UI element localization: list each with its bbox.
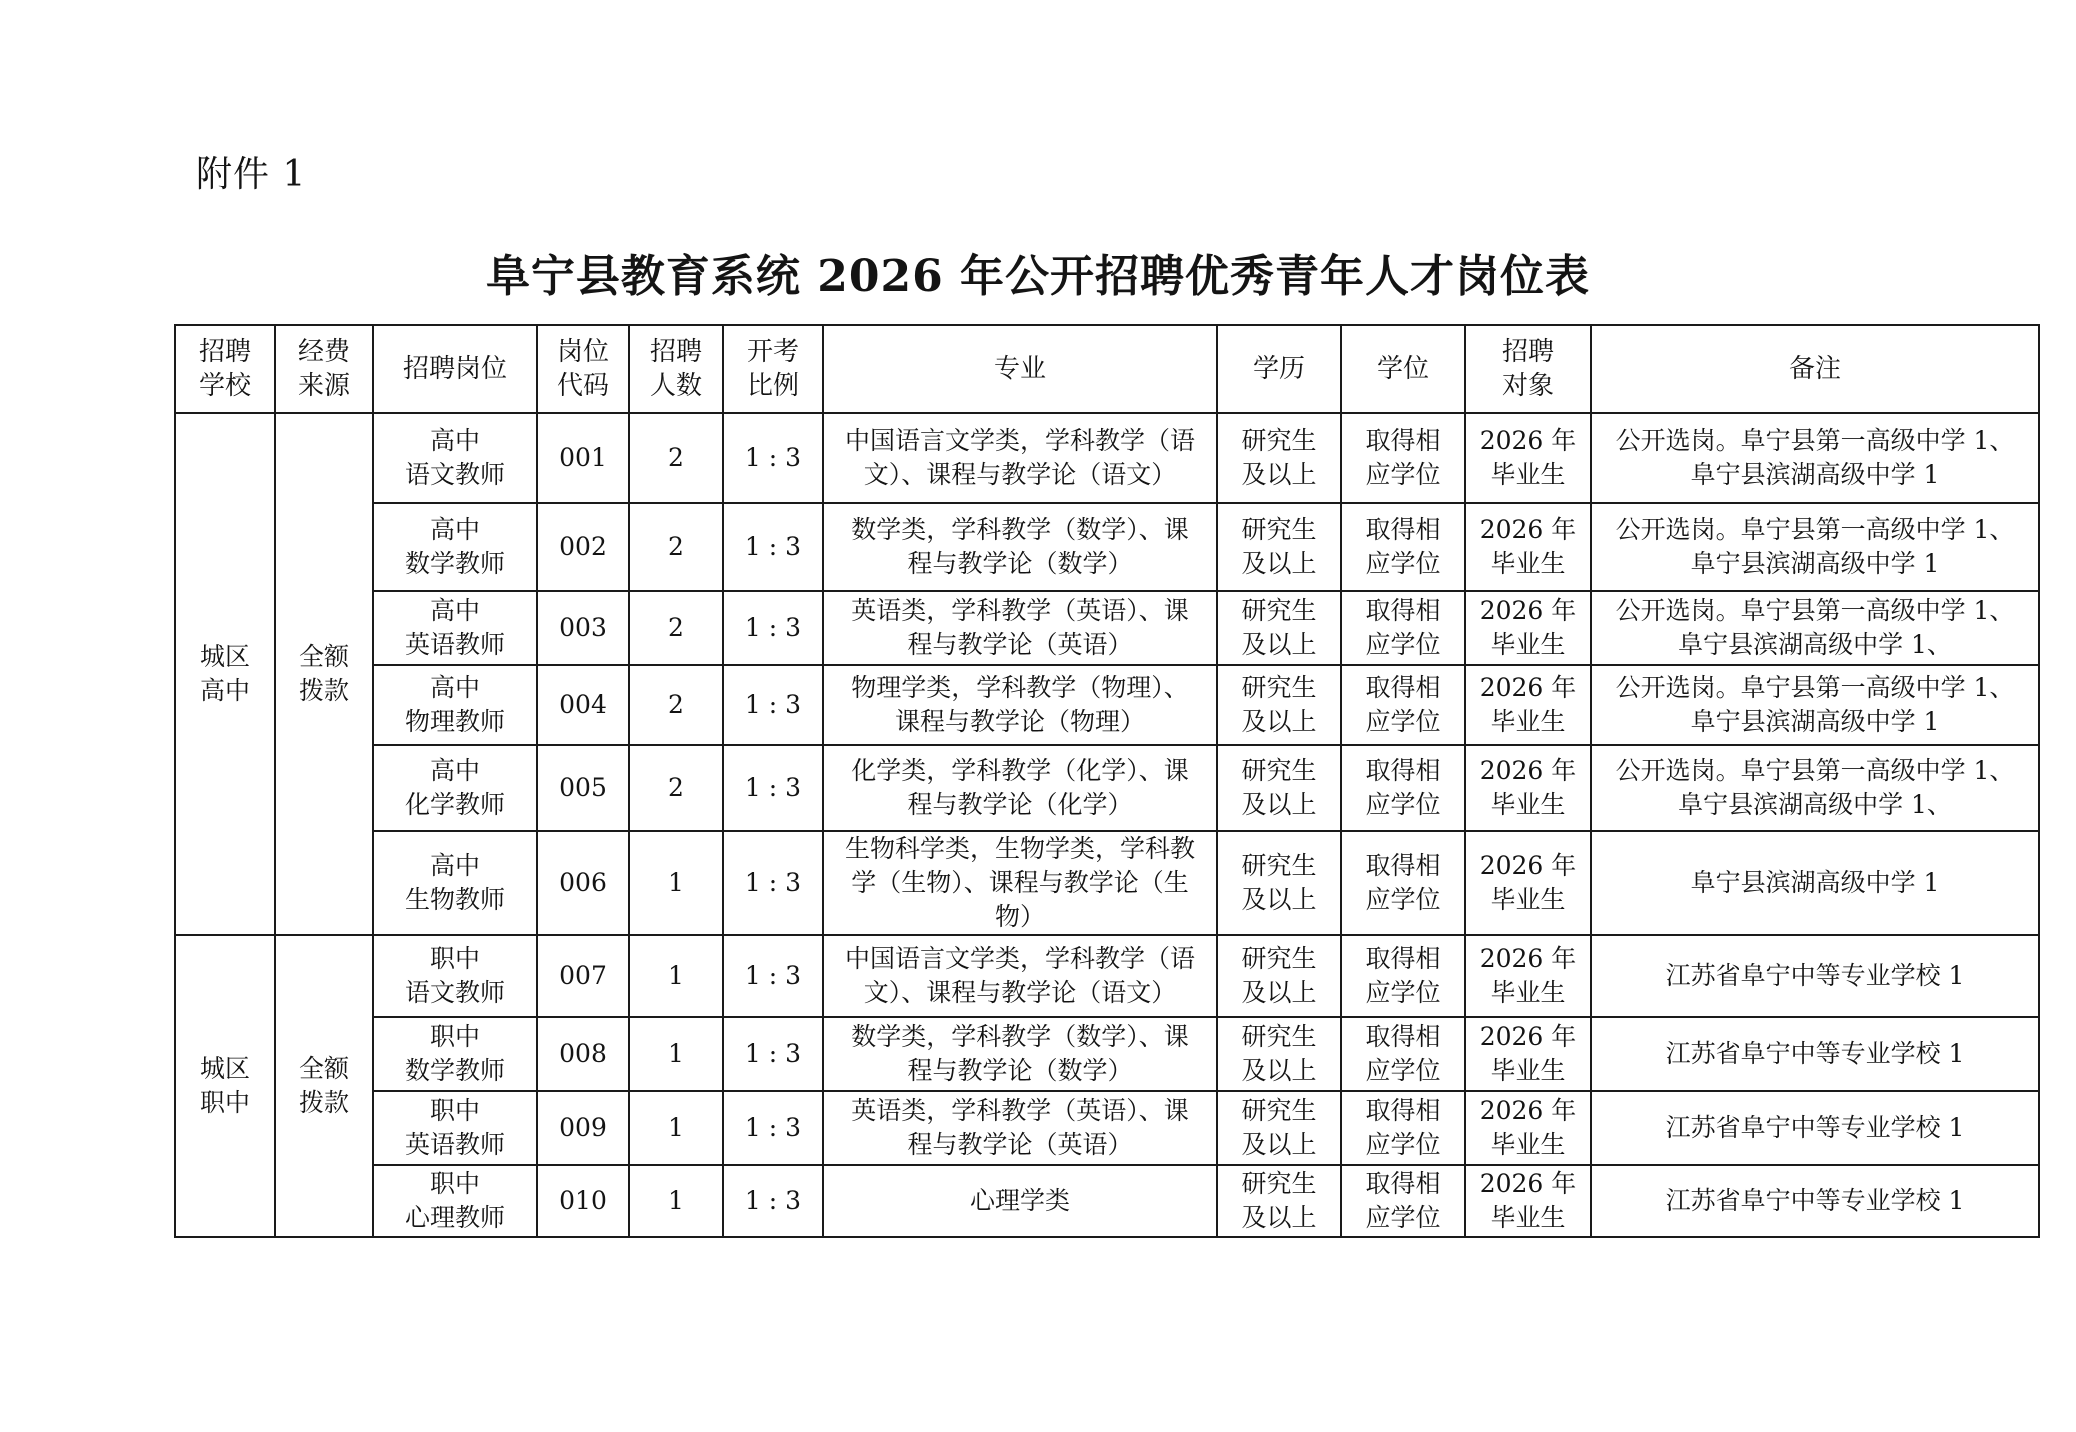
school-cell: 城区 高中: [175, 413, 275, 935]
code-cell: 006: [537, 831, 629, 935]
table-row: [175, 1091, 2039, 1165]
position-cell: 职中 英语教师: [373, 1091, 537, 1165]
ratio-cell: 1 : 3: [723, 1091, 823, 1165]
target-cell: 2026 年 毕业生: [1465, 1165, 1591, 1237]
remarks-cell: 江苏省阜宁中等专业学校 1: [1591, 935, 2039, 1017]
ratio-cell: 1 : 3: [723, 503, 823, 591]
education-cell: 研究生 及以上: [1217, 1165, 1341, 1237]
header-target: 招聘 对象: [1465, 325, 1591, 413]
position-cell: 职中 心理教师: [373, 1165, 537, 1237]
position-cell: 高中 物理教师: [373, 665, 537, 745]
degree-cell: 取得相 应学位: [1341, 1017, 1465, 1091]
major-cell: 数学类，学科教学（数学）、课 程与教学论（数学）: [823, 1017, 1217, 1091]
major-cell: 生物科学类，生物学类，学科教 学（生物）、课程与教学论（生 物）: [823, 831, 1217, 935]
position-cell: 职中 语文教师: [373, 935, 537, 1017]
attachment-label: 附件 1: [196, 154, 307, 195]
header-ratio: 开考 比例: [723, 325, 823, 413]
ratio-cell: 1 : 3: [723, 591, 823, 665]
count-cell: 1: [629, 1017, 723, 1091]
target-cell: 2026 年 毕业生: [1465, 665, 1591, 745]
header-school: 招聘 学校: [175, 325, 275, 413]
code-cell: 009: [537, 1091, 629, 1165]
remarks-cell: 江苏省阜宁中等专业学校 1: [1591, 1017, 2039, 1091]
code-cell: 010: [537, 1165, 629, 1237]
code-cell: 007: [537, 935, 629, 1017]
header-major: 专业: [823, 325, 1217, 413]
count-cell: 2: [629, 503, 723, 591]
target-cell: 2026 年 毕业生: [1465, 935, 1591, 1017]
job-position-table: [174, 324, 2040, 1238]
education-cell: 研究生 及以上: [1217, 935, 1341, 1017]
degree-cell: 取得相 应学位: [1341, 935, 1465, 1017]
count-cell: 1: [629, 831, 723, 935]
target-cell: 2026 年 毕业生: [1465, 503, 1591, 591]
code-cell: 003: [537, 591, 629, 665]
major-cell: 数学类，学科教学（数学）、课 程与教学论（数学）: [823, 503, 1217, 591]
remarks-cell: 公开选岗。阜宁县第一高级中学 1、 阜宁县滨湖高级中学 1: [1591, 413, 2039, 503]
code-cell: 004: [537, 665, 629, 745]
remarks-cell: 江苏省阜宁中等专业学校 1: [1591, 1091, 2039, 1165]
ratio-cell: 1 : 3: [723, 413, 823, 503]
table-header-row: [175, 325, 2039, 413]
table-row: [175, 665, 2039, 745]
remarks-cell: 阜宁县滨湖高级中学 1: [1591, 831, 2039, 935]
education-cell: 研究生 及以上: [1217, 1017, 1341, 1091]
degree-cell: 取得相 应学位: [1341, 745, 1465, 831]
position-cell: 高中 数学教师: [373, 503, 537, 591]
ratio-cell: 1 : 3: [723, 1165, 823, 1237]
count-cell: 1: [629, 1091, 723, 1165]
degree-cell: 取得相 应学位: [1341, 1091, 1465, 1165]
degree-cell: 取得相 应学位: [1341, 591, 1465, 665]
remarks-cell: 公开选岗。阜宁县第一高级中学 1、 阜宁县滨湖高级中学 1: [1591, 503, 2039, 591]
funding-cell: 全额 拨款: [275, 413, 373, 935]
ratio-cell: 1 : 3: [723, 935, 823, 1017]
degree-cell: 取得相 应学位: [1341, 665, 1465, 745]
table-row: [175, 831, 2039, 935]
count-cell: 2: [629, 665, 723, 745]
count-cell: 2: [629, 745, 723, 831]
major-cell: 英语类，学科教学（英语）、课 程与教学论（英语）: [823, 591, 1217, 665]
code-cell: 005: [537, 745, 629, 831]
major-cell: 中国语言文学类，学科教学（语 文）、课程与教学论（语文）: [823, 413, 1217, 503]
remarks-cell: 公开选岗。阜宁县第一高级中学 1、 阜宁县滨湖高级中学 1、: [1591, 591, 2039, 665]
education-cell: 研究生 及以上: [1217, 413, 1341, 503]
ratio-cell: 1 : 3: [723, 665, 823, 745]
table-row: [175, 413, 2039, 503]
code-cell: 002: [537, 503, 629, 591]
header-education: 学历: [1217, 325, 1341, 413]
ratio-cell: 1 : 3: [723, 831, 823, 935]
education-cell: 研究生 及以上: [1217, 665, 1341, 745]
target-cell: 2026 年 毕业生: [1465, 831, 1591, 935]
funding-cell: 全额 拨款: [275, 935, 373, 1237]
count-cell: 1: [629, 935, 723, 1017]
ratio-cell: 1 : 3: [723, 1017, 823, 1091]
degree-cell: 取得相 应学位: [1341, 1165, 1465, 1237]
remarks-cell: 江苏省阜宁中等专业学校 1: [1591, 1165, 2039, 1237]
count-cell: 2: [629, 591, 723, 665]
target-cell: 2026 年 毕业生: [1465, 1017, 1591, 1091]
position-cell: 职中 数学教师: [373, 1017, 537, 1091]
position-cell: 高中 生物教师: [373, 831, 537, 935]
header-degree: 学位: [1341, 325, 1465, 413]
major-cell: 心理学类: [823, 1165, 1217, 1237]
education-cell: 研究生 及以上: [1217, 503, 1341, 591]
remarks-cell: 公开选岗。阜宁县第一高级中学 1、 阜宁县滨湖高级中学 1、: [1591, 745, 2039, 831]
code-cell: 001: [537, 413, 629, 503]
table-row: [175, 1165, 2039, 1237]
header-remarks: 备注: [1591, 325, 2039, 413]
degree-cell: 取得相 应学位: [1341, 413, 1465, 503]
header-count: 招聘 人数: [629, 325, 723, 413]
document-title: 阜宁县教育系统 2026 年公开招聘优秀青年人才岗位表: [485, 251, 1591, 302]
target-cell: 2026 年 毕业生: [1465, 745, 1591, 831]
major-cell: 中国语言文学类，学科教学（语 文）、课程与教学论（语文）: [823, 935, 1217, 1017]
table-row: [175, 591, 2039, 665]
target-cell: 2026 年 毕业生: [1465, 1091, 1591, 1165]
table-row: [175, 745, 2039, 831]
degree-cell: 取得相 应学位: [1341, 831, 1465, 935]
table-row: [175, 503, 2039, 591]
position-cell: 高中 化学教师: [373, 745, 537, 831]
education-cell: 研究生 及以上: [1217, 1091, 1341, 1165]
header-funding: 经费 来源: [275, 325, 373, 413]
count-cell: 1: [629, 1165, 723, 1237]
position-cell: 高中 语文教师: [373, 413, 537, 503]
school-cell: 城区 职中: [175, 935, 275, 1237]
table-row: [175, 1017, 2039, 1091]
position-cell: 高中 英语教师: [373, 591, 537, 665]
remarks-cell: 公开选岗。阜宁县第一高级中学 1、 阜宁县滨湖高级中学 1: [1591, 665, 2039, 745]
major-cell: 化学类，学科教学（化学）、课 程与教学论（化学）: [823, 745, 1217, 831]
header-position: 招聘岗位: [373, 325, 537, 413]
table-row: [175, 935, 2039, 1017]
ratio-cell: 1 : 3: [723, 745, 823, 831]
target-cell: 2026 年 毕业生: [1465, 413, 1591, 503]
education-cell: 研究生 及以上: [1217, 745, 1341, 831]
education-cell: 研究生 及以上: [1217, 591, 1341, 665]
major-cell: 物理学类，学科教学（物理）、 课程与教学论（物理）: [823, 665, 1217, 745]
header-code: 岗位 代码: [537, 325, 629, 413]
target-cell: 2026 年 毕业生: [1465, 591, 1591, 665]
code-cell: 008: [537, 1017, 629, 1091]
count-cell: 2: [629, 413, 723, 503]
major-cell: 英语类，学科教学（英语）、课 程与教学论（英语）: [823, 1091, 1217, 1165]
degree-cell: 取得相 应学位: [1341, 503, 1465, 591]
education-cell: 研究生 及以上: [1217, 831, 1341, 935]
